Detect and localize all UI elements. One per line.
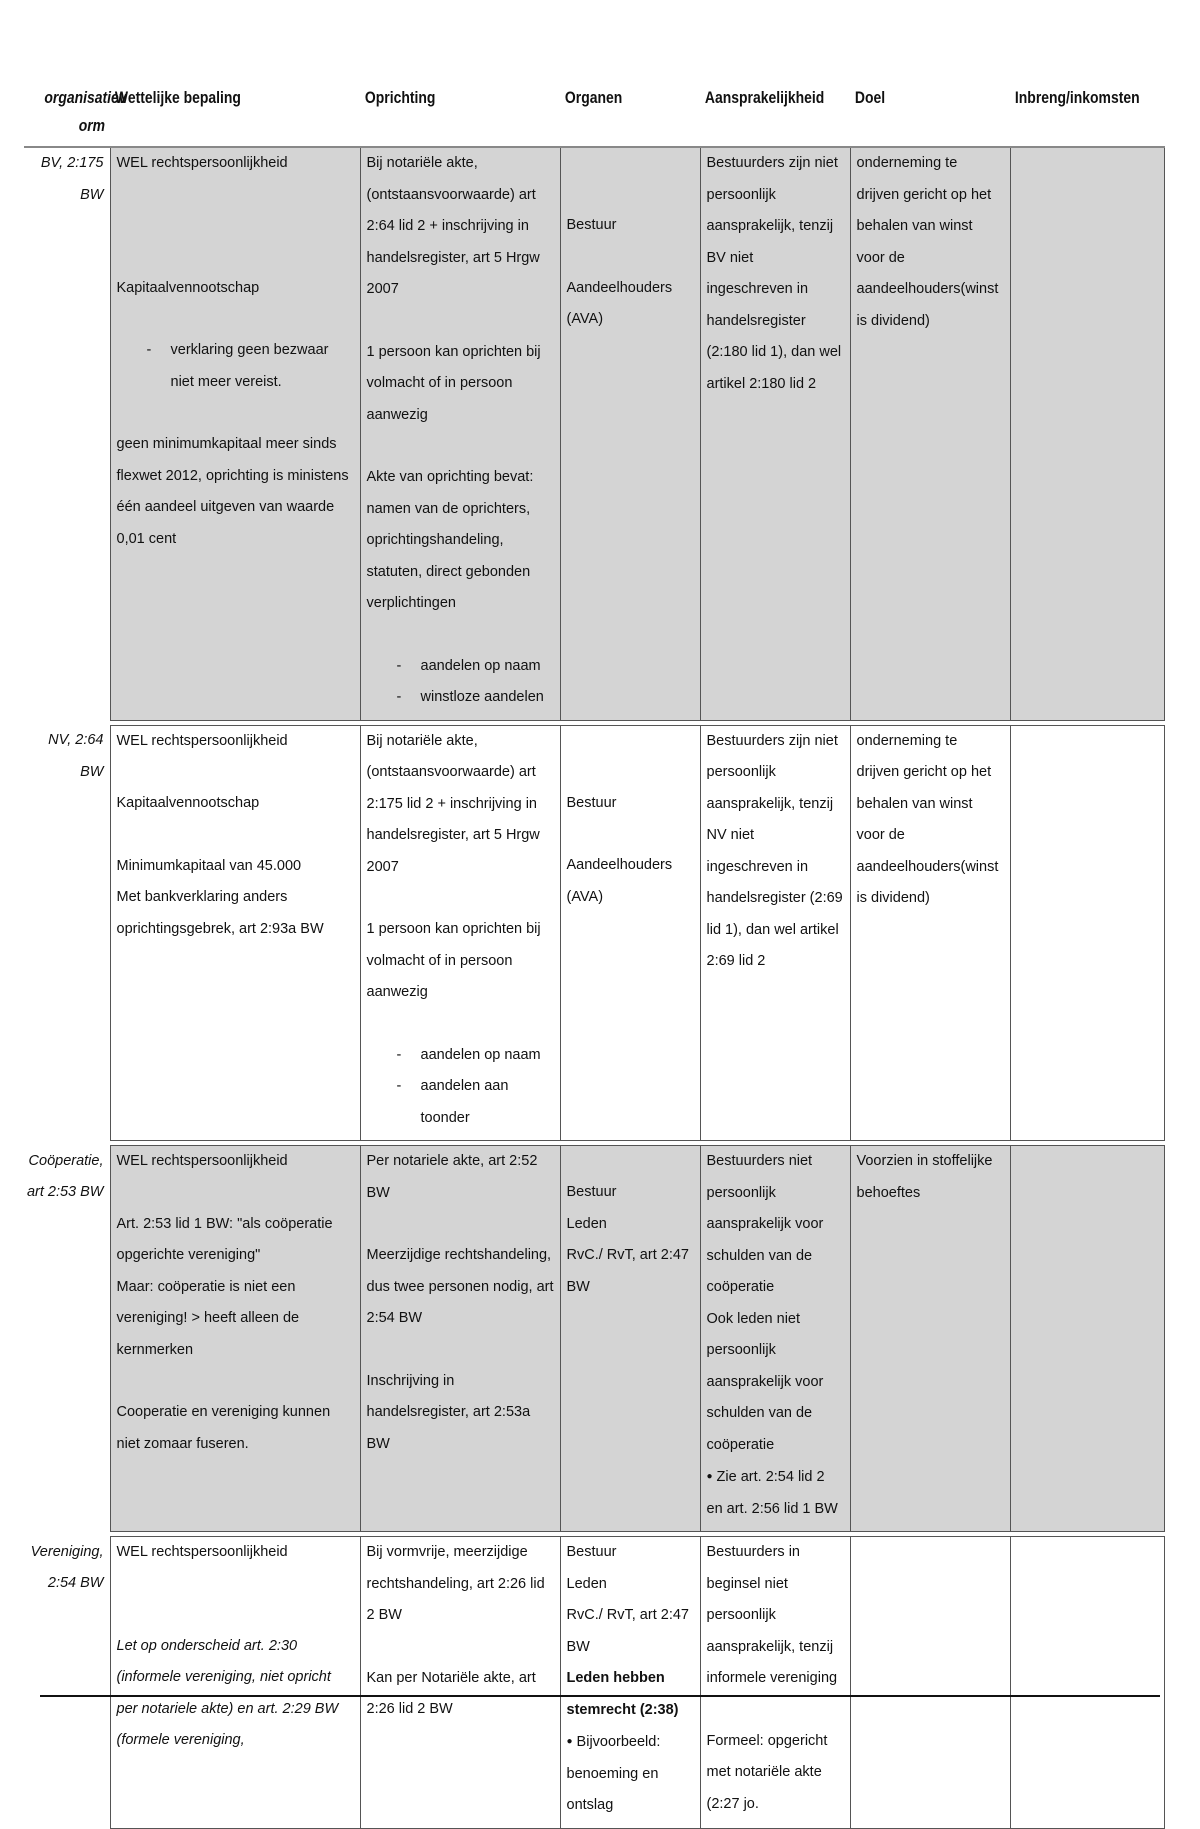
cell-vereniging-organen bbox=[560, 1537, 700, 1829]
text-minimumkapitaal: Minimumkapitaal van 45.000 bbox=[116, 857, 302, 874]
header-oprichting: Oprichting bbox=[360, 80, 524, 147]
text-bestuur: Bestuur bbox=[566, 1544, 617, 1560]
header-aansprakelijkheid: Aansprakelijkheid bbox=[700, 80, 823, 147]
cell-bv-wettelijk bbox=[110, 147, 360, 720]
cell-vereniging-oprichting bbox=[360, 1537, 560, 1829]
text-stemrecht: Leden hebben stemrecht (2:38) bbox=[566, 1670, 679, 1718]
list-item: - aandelen op naam bbox=[397, 651, 554, 683]
footer-rule bbox=[40, 1695, 1160, 1697]
text-notariele-akte: Kan per Notariële akte, art 2:26 lid 2 BW bbox=[366, 1669, 536, 1717]
text-bestuurders: Bestuurders in beginsel niet persoonlijk aansprakelijk, tenzij informele vereniging bbox=[706, 1544, 838, 1686]
text-bankverklaring: Met bankverklaring anders oprichtingsgebrek, art 2:93a BW bbox=[116, 889, 324, 937]
text-meerzijdig: Meerzijdige rechtshandeling, dus twee personen nodig, art 2:54 BW bbox=[366, 1247, 554, 1326]
text-bestuur: Bestuur bbox=[566, 1184, 617, 1200]
list-item: - winstloze aandelen bbox=[397, 682, 554, 714]
header-inbreng-inkomsten: Inbreng/inkomsten bbox=[1010, 80, 1136, 147]
text-onderscheid: Let op onderscheid art. 2:30 (informele vereniging, niet opricht per notariele akte) en art. 2:29 BW (formele vereniging, bbox=[116, 1637, 339, 1748]
cell-nv-wettelijk bbox=[110, 725, 360, 1141]
text-notariele-akte: Per notariele akte, art 2:52 BW bbox=[366, 1153, 538, 1201]
cell-vereniging-aansprakelijkheid bbox=[700, 1537, 850, 1829]
cell-bv-oprichting bbox=[360, 147, 560, 720]
cell-nv-doel: onderneming te drijven gericht op het behalen van winst voor de aandeelhouders(winst is dividend) bbox=[850, 725, 1010, 1141]
cell-vereniging-wettelijk bbox=[110, 1537, 360, 1829]
text-kernmerken: Maar: coöperatie is niet een vereniging! > heeft alleen de kernmerken bbox=[116, 1278, 300, 1358]
text-rvc: RvC./ RvT, art 2:47 BW bbox=[566, 1247, 689, 1295]
cell-bv-organen bbox=[560, 147, 700, 720]
rechtsvormen-table bbox=[24, 80, 1165, 1829]
cell-nv-oprichting bbox=[360, 725, 560, 1141]
text-fuseren: Cooperatie en vereniging kunnen niet zomaar fuseren. bbox=[116, 1404, 331, 1452]
text-persoon: 1 persoon kan oprichten bij volmacht of in persoon aanwezig bbox=[366, 343, 541, 423]
text-kapitaalvennootschap: Kapitaalvennootschap bbox=[116, 279, 260, 296]
cell-cooperatie-oprichting bbox=[360, 1146, 560, 1532]
text-rvc: RvC./ RvT, art 2:47 BW bbox=[566, 1607, 689, 1655]
text-rechtspersoonlijkheid: WEL rechtspersoonlijkheid bbox=[116, 732, 288, 749]
row-label-nv: NV, 2:64 BW bbox=[48, 732, 104, 780]
text-formeel: Formeel: opgericht met notariële akte (2:27 jo. bbox=[706, 1732, 828, 1812]
list-item: - verklaring geen bezwaar niet meer vereist. bbox=[147, 335, 354, 398]
cell-bv-doel: onderneming te drijven gericht op het behalen van winst voor de aandeelhouders(winst is dividend) bbox=[850, 147, 1010, 720]
text-rechtspersoonlijkheid: WEL rechtspersoonlijkheid bbox=[116, 155, 288, 171]
row-label-bv: BV, 2:175 BW bbox=[40, 155, 104, 203]
text-artikel: Art. 2:53 lid 1 BW: "als coöperatie opgerichte vereniging" bbox=[116, 1215, 333, 1263]
text-leden-aansprakelijk: Ook leden niet persoonlijk aansprakelijk voor schulden van de coöperatie bbox=[706, 1310, 824, 1453]
cell-nv-aansprakelijkheid: Bestuurders zijn niet persoonlijk aansprakelijk, tenzij NV niet ingeschreven in handelsregister (2:69 lid 1), dan wel artikel 2:69 lid 2 bbox=[700, 725, 850, 1141]
text-bestuurders: Bestuurders niet persoonlijk aansprakelijk voor schulden van de coöperatie bbox=[706, 1153, 824, 1295]
cell-nv-inbreng bbox=[1010, 725, 1164, 1141]
header-wettelijke-bepaling: Wettelijke bepaling bbox=[110, 80, 315, 147]
text-aandeelhouders: Aandeelhouders (AVA) bbox=[566, 857, 673, 905]
list-item: - aandelen op naam bbox=[397, 1040, 554, 1072]
header-organisatievorm: organisatiev orm bbox=[39, 80, 110, 147]
text-bestuur: Bestuur bbox=[566, 217, 617, 233]
cell-cooperatie-organen bbox=[560, 1146, 700, 1532]
text-minimumkapitaal: geen minimumkapitaal meer sinds flexwet 2012, oprichting is ministens één aandeel uitgeven van waarde 0,01 cent bbox=[116, 436, 349, 547]
text-akte: Akte van oprichting bevat: namen van de oprichters, oprichtingshandeling, statuten, direct gebonden verplichtingen bbox=[366, 469, 534, 611]
cell-vereniging-doel bbox=[850, 1537, 1010, 1829]
cell-cooperatie-wettelijk bbox=[110, 1146, 360, 1532]
cell-vereniging-inbreng bbox=[1010, 1537, 1164, 1829]
table-header-row bbox=[24, 80, 1164, 147]
text-rechtspersoonlijkheid: WEL rechtspersoonlijkheid bbox=[116, 1544, 288, 1560]
text-zie-artikel: ● Zie art. 2:54 lid 2 en art. 2:56 lid 1 BW bbox=[707, 1461, 844, 1525]
row-label-cooperatie: Coöperatie, art 2:53 BW bbox=[26, 1152, 104, 1200]
table-row-nv bbox=[24, 725, 1164, 1141]
text-oprichting: Bij notariële akte, (ontstaansvoorwaarde) art 2:64 lid 2 + inschrijving in handelsregister, art 5 Hrgw 2007 bbox=[366, 155, 540, 297]
text-bijvoorbeeld: ● Bijvoorbeeld: benoeming en ontslag bbox=[567, 1726, 694, 1822]
text-rechtspersoonlijkheid: WEL rechtspersoonlijkheid bbox=[116, 1153, 288, 1169]
cell-nv-organen bbox=[560, 725, 700, 1141]
text-inschrijving: Inschrijving in handelsregister, art 2:53a BW bbox=[366, 1372, 531, 1452]
text-persoon: 1 persoon kan oprichten bij volmacht of in persoon aanwezig bbox=[366, 921, 541, 1000]
text-aandeelhouders: Aandeelhouders (AVA) bbox=[566, 279, 673, 327]
list-item: - aandelen aan toonder bbox=[397, 1071, 554, 1134]
table-row-bv bbox=[24, 147, 1164, 720]
cell-cooperatie-aansprakelijkheid bbox=[700, 1146, 850, 1532]
text-leden: Leden bbox=[566, 1575, 607, 1592]
table-row-cooperatie bbox=[24, 1146, 1164, 1532]
cell-bv-aansprakelijkheid: Bestuurders zijn niet persoonlijk aansprakelijk, tenzij BV niet ingeschreven in handelsregister (2:180 lid 1), dan wel artikel 2:180 lid 2 bbox=[700, 147, 850, 720]
text-kapitaalvennootschap: Kapitaalvennootschap bbox=[116, 795, 260, 811]
header-doel: Doel bbox=[850, 80, 981, 147]
cell-cooperatie-doel: Voorzien in stoffelijke behoeftes bbox=[850, 1146, 1010, 1532]
text-oprichting: Bij notariële akte, (ontstaansvoorwaarde) art 2:175 lid 2 + inschrijving in handelsregister, art 5 Hrgw 2007 bbox=[366, 732, 540, 875]
cell-cooperatie-inbreng bbox=[1010, 1146, 1164, 1532]
text-vormvrij: Bij vormvrije, meerzijdige rechtshandeling, art 2:26 lid 2 BW bbox=[366, 1544, 545, 1623]
text-leden: Leden bbox=[566, 1215, 607, 1232]
document-page bbox=[24, 80, 1164, 1829]
header-organen: Organen bbox=[560, 80, 675, 147]
text-bestuur: Bestuur bbox=[566, 794, 617, 811]
table-row-vereniging bbox=[24, 1537, 1164, 1829]
row-label-vereniging: Vereniging, 2:54 BW bbox=[30, 1543, 104, 1591]
cell-bv-inbreng bbox=[1010, 147, 1164, 720]
